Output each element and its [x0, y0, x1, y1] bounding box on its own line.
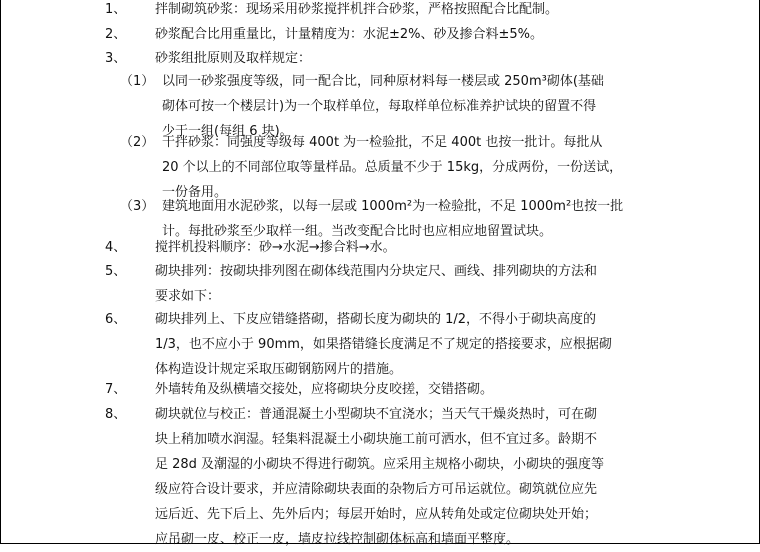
text-line: 搅拌机投料顺序：砂→水泥→掺合料→水。	[155, 240, 396, 255]
text-line: 拌制砌筑砂浆：现场采用砂浆搅拌机拌合砂浆，严格按照配合比配制。	[155, 2, 559, 17]
text-line: 干拌砂浆：同强度等级每 400t 为一检验批，不足 400t 也按一批计。每批从	[162, 135, 603, 150]
text-line: 1/3，也不应小于 90mm，如果搭错缝长度满足不了规定的搭接要求，应根据砌	[155, 337, 612, 352]
item-text	[155, 22, 735, 47]
text-line: 要求如下：	[155, 289, 221, 304]
item-number: 6、	[105, 312, 127, 327]
text-line: 砌块排列上、下皮应错缝搭砌，搭砌长度为砌块的 1/2，不得小于砌块高度的	[155, 312, 597, 327]
text-line: 足 28d 及潮湿的小砌块不得进行砌筑。应采用主规格小砌块，小砌块的强度等	[155, 457, 605, 472]
item-text	[155, 259, 735, 309]
text-line: 一份备用。	[162, 185, 228, 200]
item-text	[155, 235, 735, 260]
item-number: 1、	[105, 2, 127, 17]
item-text	[155, 402, 735, 552]
item-text	[155, 377, 735, 402]
text-line: 计。每批砂浆至少取样一组。当改变配合比时也应相应地留置试块。	[162, 224, 553, 239]
text-line: 砂浆配合比用重量比，计量精度为：水泥±2%、砂及掺合料±5%。	[155, 27, 544, 42]
text-line: 外墙转角及纵横墙交接处，应将砌块分皮咬搓，交错搭砌。	[155, 382, 494, 397]
item-number: 4、	[105, 240, 127, 255]
text-line: 少于一组(每组 6 块)。	[162, 124, 293, 139]
item-text	[155, 0, 735, 22]
item-number: 7、	[105, 382, 127, 397]
item-number: （3）	[120, 199, 155, 214]
item-number: 3、	[105, 51, 127, 66]
text-line: 远后近、先下后上、先外后内；每层开始时，应从转角处或定位砌块处开始；	[155, 507, 598, 522]
item-number: 5、	[105, 264, 127, 279]
item-number: （1）	[120, 74, 155, 89]
text-line: 砂浆组批原则及取样规定：	[155, 51, 312, 66]
text-line: 体构造设计规定采取压砌钢筋网片的措施。	[155, 362, 403, 377]
item-number: 8、	[105, 407, 127, 422]
text-line: 20 个以上的不同部位取等量样品。总质量不少于 15kg，分成两份，一份送试，	[162, 160, 623, 175]
text-line: 以同一砂浆强度等级，同一配合比，同种原材料每一楼层或 250m³砌体(基础	[162, 74, 604, 89]
text-line: 块上稍加喷水润湿。轻集料混凝土小砌块施工前可洒水，但不宜过多。龄期不	[155, 432, 598, 447]
item-text	[155, 46, 735, 71]
text-line: 建筑地面用水泥砂浆，以每一层或 1000m²为一检验批，不足 1000m²也按一批	[162, 199, 624, 214]
item-number: （2）	[120, 135, 155, 150]
text-line: 应吊砌一皮、校正一皮，墙皮拉线控制砌体标高和墙面平整度。	[155, 532, 520, 547]
text-line: 级应符合设计要求，并应清除砌块表面的杂物后方可吊运就位。砌筑就位应先	[155, 482, 598, 497]
text-line: 砌块排列：按砌块排列图在砌体线范围内分块定尺、画线、排列砌块的方法和	[155, 264, 598, 279]
text-line: 砌体可按一个楼层计)为一个取样单位，每取样单位标准养护试块的留置不得	[162, 99, 597, 114]
item-number: 2、	[105, 27, 127, 42]
item-text	[155, 307, 735, 382]
text-line: 砌块就位与校正：普通混凝土小型砌块不宜浇水；当天气干燥炎热时，可在砌	[155, 407, 598, 422]
